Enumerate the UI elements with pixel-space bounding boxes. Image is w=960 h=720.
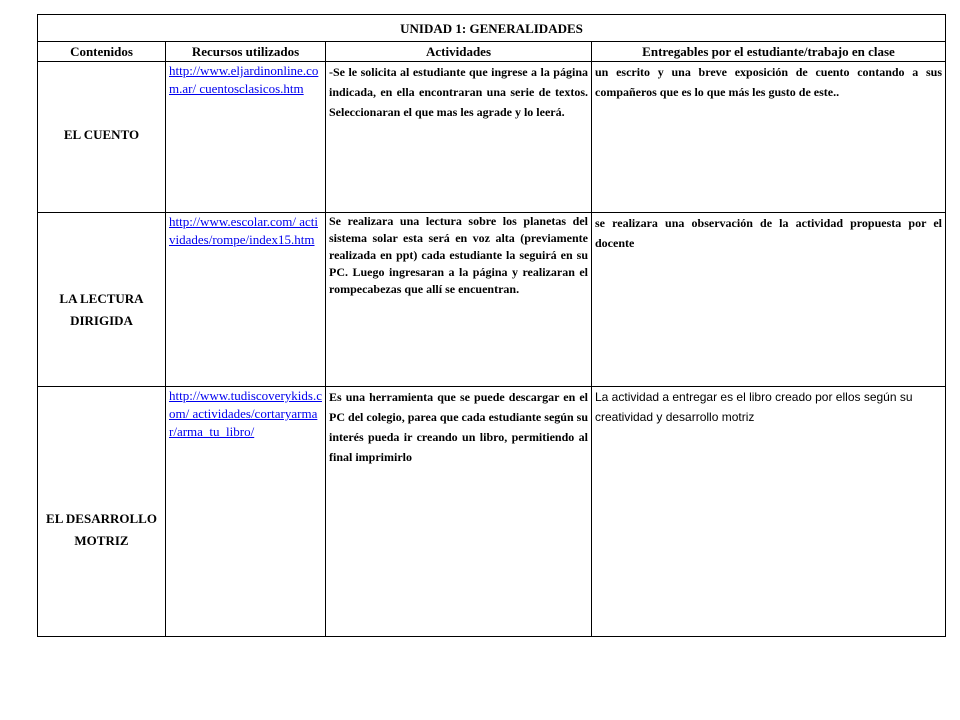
recurso-cell [166, 62, 326, 213]
contenido-text: LA LECTURA DIRIGIDA [59, 290, 144, 328]
header-contenidos: Contenidos [38, 42, 166, 62]
header-actividades: Actividades [326, 42, 592, 62]
unit-table [37, 14, 946, 637]
entregable-cell: un escrito y una breve exposición de cuento contando a sus compañeros que es lo que más les gusto de este.. [592, 62, 946, 213]
header-recursos: Recursos utilizados [166, 42, 326, 62]
entregable-cell: se realizara una observación de la actividad propuesta por el docente [592, 213, 946, 387]
recurso-link[interactable]: http://www.tudiscoverykids.com/ actividades/cortaryarmar/arma_tu_libro/ [169, 388, 322, 439]
contenido-cell [38, 387, 166, 637]
recurso-cell [166, 213, 326, 387]
title-row [38, 15, 946, 42]
contenido-cell [38, 213, 166, 387]
actividad-cell: Se realizara una lectura sobre los planetas del sistema solar esta será en voz alta (previamente realizada en ppt) cada estudiante la seguirá en su PC. Luego ingresaran a la página y realizaran el rompecabezas que allí se encuentran. [326, 213, 592, 387]
recurso-cell [166, 387, 326, 637]
contenido-text: EL CUENTO [63, 127, 140, 142]
actividad-cell: Es una herramienta que se puede descargar en el PC del colegio, parea que cada estudiante según su interés pueda ir creando un libro, permitiendo al final imprimirlo [326, 387, 592, 637]
recurso-link[interactable]: http://www.escolar.com/ actividades/rompe/index15.htm [169, 214, 318, 247]
table-row [38, 387, 946, 637]
contenido-cell [38, 62, 166, 213]
table-title: UNIDAD 1: GENERALIDADES [38, 15, 946, 42]
actividad-cell: -Se le solicita al estudiante que ingrese a la página indicada, en ella encontraran una serie de textos. Seleccionaran el que mas les agrade y lo leerá. [326, 62, 592, 213]
contenido-text: EL DESARROLLO MOTRIZ [46, 510, 157, 548]
header-entregables: Entregables por el estudiante/trabajo en clase [592, 42, 946, 62]
table-row [38, 213, 946, 387]
header-row [38, 42, 946, 62]
table-row [38, 62, 946, 213]
entregable-cell: La actividad a entregar es el libro creado por ellos según su creatividad y desarrollo motriz [592, 387, 946, 637]
recurso-link[interactable]: http://www.eljardinonline.com.ar/ cuentosclasicos.htm [169, 63, 319, 96]
